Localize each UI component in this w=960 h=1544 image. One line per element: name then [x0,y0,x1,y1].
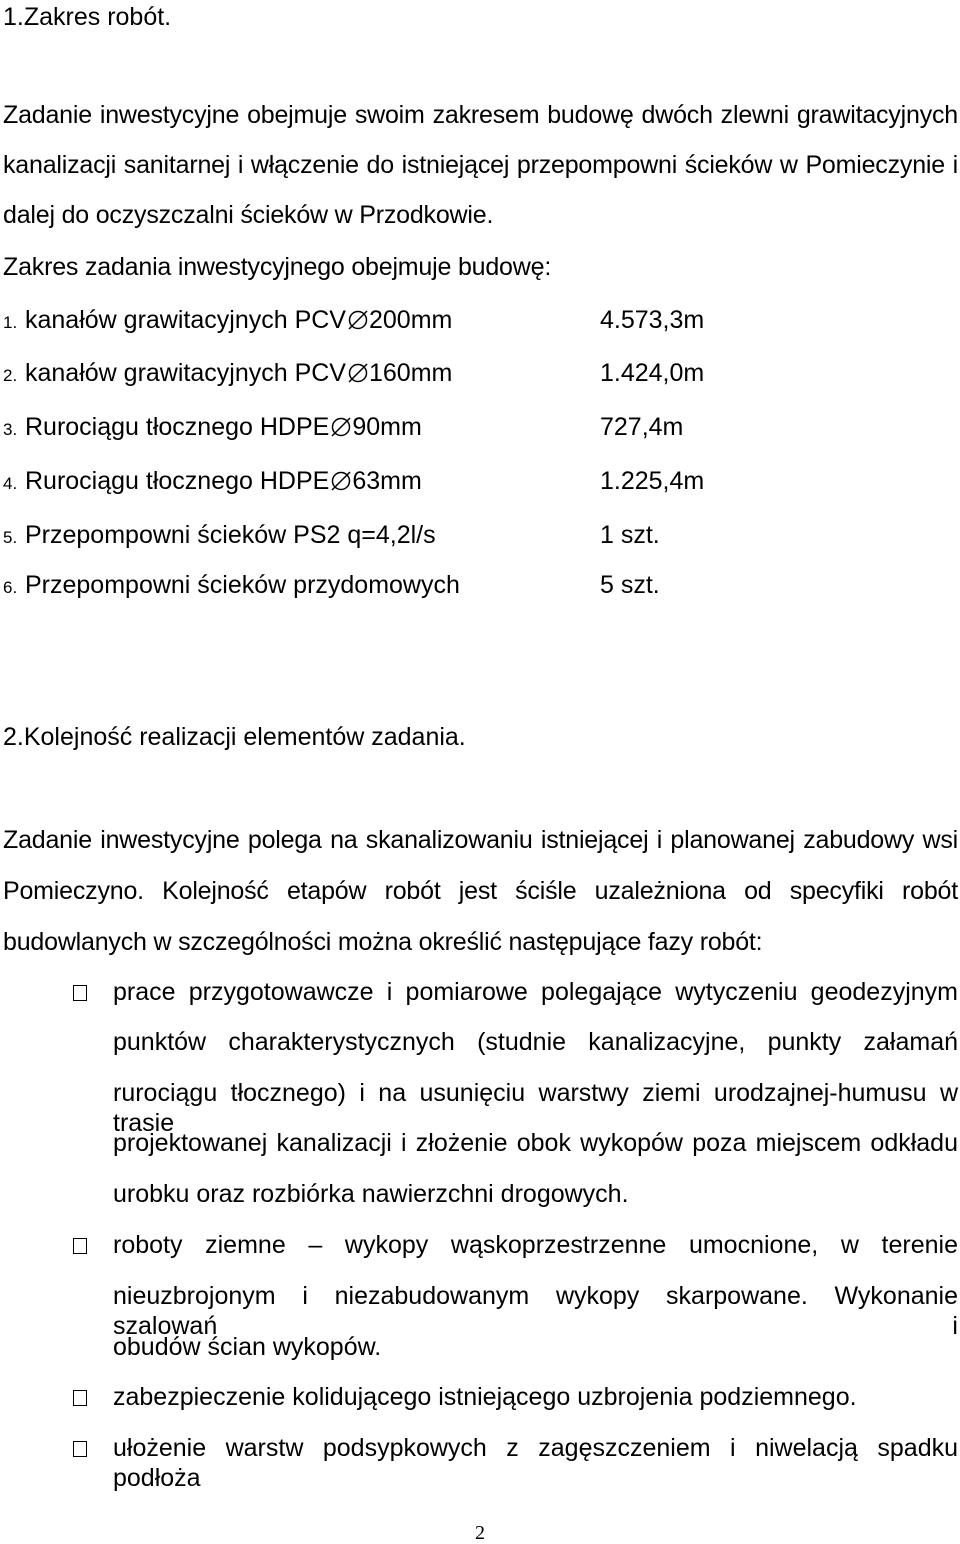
bullet-line: zabezpieczenie kolidującego istniejącego uzbrojenia podziemnego. [113,1383,857,1411]
item-quantity: 4.573,3m [600,306,705,334]
diameter-icon [347,362,369,384]
scope-list-item [3,466,723,496]
scope-list-item [3,305,723,335]
diameter-icon [347,309,369,331]
bullet-line: roboty ziemne – wykopy wąskoprzestrzenne umocnione, w terenie [113,1231,958,1259]
section-1-heading: 1.Zakres robót. [3,3,172,31]
item-number: 1. [3,313,18,332]
page-number: 2 [475,1522,485,1544]
section-1-paragraph-line: kanalizacji sanitarnej i włączenie do istniejącej przepompowni ścieków w Pomieczynie i [3,151,958,179]
item-quantity: 1.225,4m [600,467,705,495]
bullet-box-icon [73,1390,87,1406]
bullet-line: obudów ścian wykopów. [113,1333,382,1361]
item-size: 160mm [368,359,453,387]
item-size: 200mm [368,306,453,334]
diameter-icon [330,416,352,438]
item-number: 5. [3,528,18,547]
item-name: Rurociągu tłocznego HDPE [25,467,330,495]
item-number: 2. [3,366,18,385]
item-number: 4. [3,474,18,493]
item-quantity: 5 szt. [600,571,660,599]
section-1-paragraph-line: Zadanie inwestycyjne obejmuje swoim zakresem budowę dwóch zlewni grawitacyjnych [3,101,958,129]
item-number: 6. [3,578,18,597]
section-2-paragraph-line: Zadanie inwestycyjne polega na skanalizowaniu istniejącej i planowanej zabudowy wsi [3,826,958,854]
scope-list-item [3,358,723,388]
bullet-box-icon [73,1441,87,1457]
bullet-line: rurociągu tłocznego) i na usunięciu warstwy ziemi urodzajnej-humusu w trasie [113,1079,958,1137]
bullet-line: urobku oraz rozbiórka nawierzchni drogowych. [113,1180,629,1208]
item-quantity: 1.424,0m [600,359,705,387]
bullet-box-icon [73,1238,87,1254]
scope-list-item [3,412,723,442]
section-2-paragraph-line: Pomieczyno. Kolejność etapów robót jest ściśle uzależniona od specyfiki robót [3,877,958,905]
section-2-paragraph-line: budowlanych w szczególności można określić następujące fazy robót: [3,928,763,956]
section-2-heading: 2.Kolejność realizacji elementów zadania. [3,723,466,751]
item-name: Przepompowni ścieków przydomowych [25,571,460,599]
item-number: 3. [3,420,18,439]
bullet-line: nieuzbrojonym i niezabudowanym wykopy skarpowane. Wykonanie szalowań i [113,1282,958,1340]
item-quantity: 1 szt. [600,521,660,549]
bullet-line: ułożenie warstw podsypkowych z zagęszczeniem i niwelacją spadku podłoża [113,1434,958,1492]
bullet-line: projektowanej kanalizacji i złożenie obok wykopów poza miejscem odkładu [113,1129,958,1157]
item-name: Przepompowni ścieków PS2 q=4,2l/s [25,521,436,549]
scope-intro: Zakres zadania inwestycyjnego obejmuje budowę: [3,253,552,281]
item-name: kanałów grawitacyjnych PCV [25,306,346,334]
item-name: Rurociągu tłocznego HDPE [25,413,330,441]
section-1-paragraph-line: dalej do oczyszczalni ścieków w Przodkowie. [3,201,494,229]
scope-list-item [3,520,723,550]
scope-list-item [3,570,723,600]
item-size: 63mm [352,467,422,495]
item-quantity: 727,4m [600,413,684,441]
bullet-line: prace przygotowawcze i pomiarowe polegające wytyczeniu geodezyjnym [113,978,958,1006]
bullet-line: punktów charakterystycznych (studnie kanalizacyjne, punkty załamań [113,1028,958,1056]
item-size: 90mm [352,413,422,441]
diameter-icon [330,470,352,492]
item-name: kanałów grawitacyjnych PCV [25,359,346,387]
bullet-box-icon [73,985,87,1001]
